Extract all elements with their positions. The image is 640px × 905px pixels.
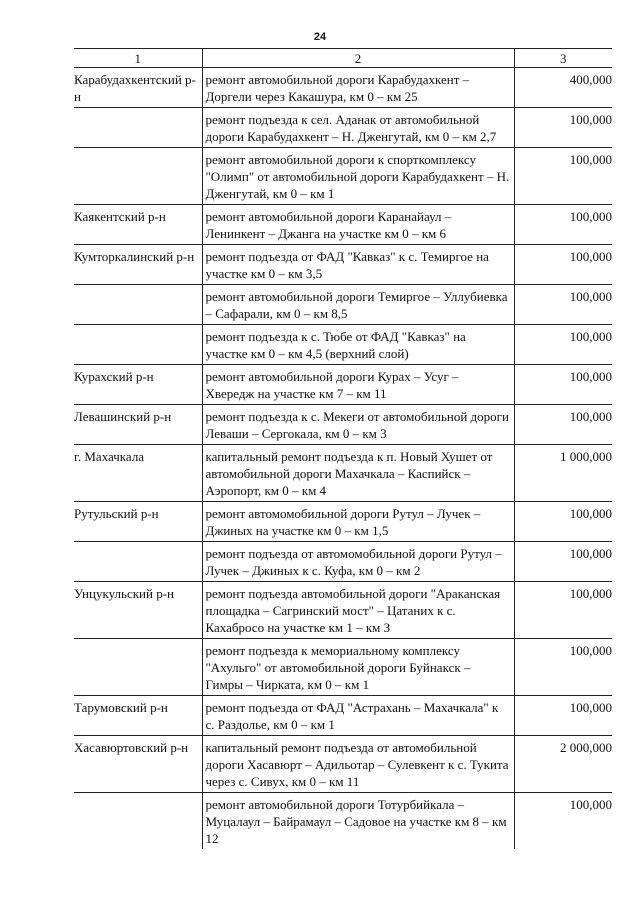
table-row	[74, 205, 612, 245]
description-cell: капитальный ремонт подъезда к п. Новый Хушет от автомобильной дороги Махачкала – Каспийск – Аэропорт, км 0 – км 4	[202, 445, 514, 502]
district-cell: Курахский р-н	[74, 365, 202, 405]
table-row	[74, 582, 612, 639]
amount-cell: 100,000	[514, 582, 612, 639]
amount-cell: 1 000,000	[514, 445, 612, 502]
district-cell: Кумторкалинский р-н	[74, 245, 202, 285]
description-cell: ремонт автомомобильной дороги Рутул – Лучек – Джиных на участке км 0 – км 1,5	[202, 502, 514, 542]
table-row	[74, 639, 612, 696]
amount-cell: 100,000	[514, 365, 612, 405]
amount-cell: 100,000	[514, 542, 612, 582]
description-cell: ремонт автомобильной дороги Каранайаул – Ленинкент – Джанга на участке км 0 – км 6	[202, 205, 514, 245]
road-repair-table	[74, 48, 612, 849]
header-col-1: 1	[74, 49, 202, 68]
amount-cell: 100,000	[514, 502, 612, 542]
table-row	[74, 325, 612, 365]
description-cell: ремонт автомобильной дороги Тотурбийкала – Муцалаул – Байрамаул – Садовое на участке км 8 – км 12	[202, 793, 514, 850]
table-header-row	[74, 49, 612, 68]
district-cell: Левашинский р-н	[74, 405, 202, 445]
amount-cell: 100,000	[514, 405, 612, 445]
description-cell: ремонт автомобильной дороги Темиргое – Уллубиевка – Сафарали, км 0 – км 8,5	[202, 285, 514, 325]
description-cell: ремонт подъезда к мемориальному комплексу "Ахульго" от автомобильной дороги Буйнакск – Гимры – Чирката, км 0 – км 1	[202, 639, 514, 696]
amount-cell: 100,000	[514, 793, 612, 850]
table-row	[74, 68, 612, 108]
amount-cell: 100,000	[514, 285, 612, 325]
district-cell	[74, 639, 202, 696]
district-cell: Карабудахкентский р-н	[74, 68, 202, 108]
amount-cell: 400,000	[514, 68, 612, 108]
table-row	[74, 365, 612, 405]
page-number: 24	[313, 31, 327, 43]
district-cell: г. Махачкала	[74, 445, 202, 502]
header-col-2: 2	[202, 49, 514, 68]
amount-cell: 100,000	[514, 148, 612, 205]
district-cell	[74, 285, 202, 325]
table-row	[74, 793, 612, 850]
table-row	[74, 285, 612, 325]
district-cell	[74, 148, 202, 205]
table-row	[74, 542, 612, 582]
table-row	[74, 405, 612, 445]
description-cell: ремонт автомобильной дороги к спорткомплексу "Олимп" от автомобильной дороги Карабудахкент – Н. Дженгутай, км 0 – км 1	[202, 148, 514, 205]
description-cell: ремонт автомобильной дороги Карабудахкент – Доргели через Какашура, км 0 – км 25	[202, 68, 514, 108]
amount-cell: 100,000	[514, 639, 612, 696]
description-cell: ремонт подъезда автомобильной дороги "Араканская площадка – Сагринский мост" – Цатаних к с. Кахабросо на участке км 1 – км 3	[202, 582, 514, 639]
description-cell: ремонт подъезда к с. Мекеги от автомобильной дороги Леваши – Сергокала, км 0 – км 3	[202, 405, 514, 445]
amount-cell: 100,000	[514, 325, 612, 365]
district-cell: Каякентский р-н	[74, 205, 202, 245]
district-cell	[74, 325, 202, 365]
district-cell	[74, 108, 202, 148]
description-cell: ремонт подъезда от ФАД "Астрахань – Махачкала" к с. Раздолье, км 0 – км 1	[202, 696, 514, 736]
district-cell: Тарумовский р-н	[74, 696, 202, 736]
table-row	[74, 502, 612, 542]
district-cell: Унцукульский р-н	[74, 582, 202, 639]
district-cell: Хасавюртовский р-н	[74, 736, 202, 793]
district-cell	[74, 542, 202, 582]
amount-cell: 100,000	[514, 696, 612, 736]
description-cell: капитальный ремонт подъезда от автомобильной дороги Хасавюрт – Адильотар – Сулевкент к с. Тукита через с. Сивух, км 0 – км 11	[202, 736, 514, 793]
description-cell: ремонт подъезда к с. Тюбе от ФАД "Кавказ" на участке км 0 – км 4,5 (верхний слой)	[202, 325, 514, 365]
table-row	[74, 696, 612, 736]
district-cell: Рутульский р-н	[74, 502, 202, 542]
district-cell	[74, 793, 202, 850]
table-row	[74, 445, 612, 502]
table-row	[74, 736, 612, 793]
description-cell: ремонт подъезда от автомомобильной дороги Рутул – Лучек – Джиных к с. Куфа, км 0 – км 2	[202, 542, 514, 582]
amount-cell: 2 000,000	[514, 736, 612, 793]
amount-cell: 100,000	[514, 108, 612, 148]
header-col-3: 3	[514, 49, 612, 68]
description-cell: ремонт автомобильной дороги Курах – Усуг – Хвередж на участке км 7 – км 11	[202, 365, 514, 405]
amount-cell: 100,000	[514, 245, 612, 285]
table-row	[74, 148, 612, 205]
table-row	[74, 108, 612, 148]
table-row	[74, 245, 612, 285]
amount-cell: 100,000	[514, 205, 612, 245]
description-cell: ремонт подъезда от ФАД "Кавказ" к с. Темиргое на участке км 0 – км 3,5	[202, 245, 514, 285]
description-cell: ремонт подъезда к сел. Аданак от автомобильной дороги Карабудахкент – Н. Дженгутай, км 0 – км 2,7	[202, 108, 514, 148]
